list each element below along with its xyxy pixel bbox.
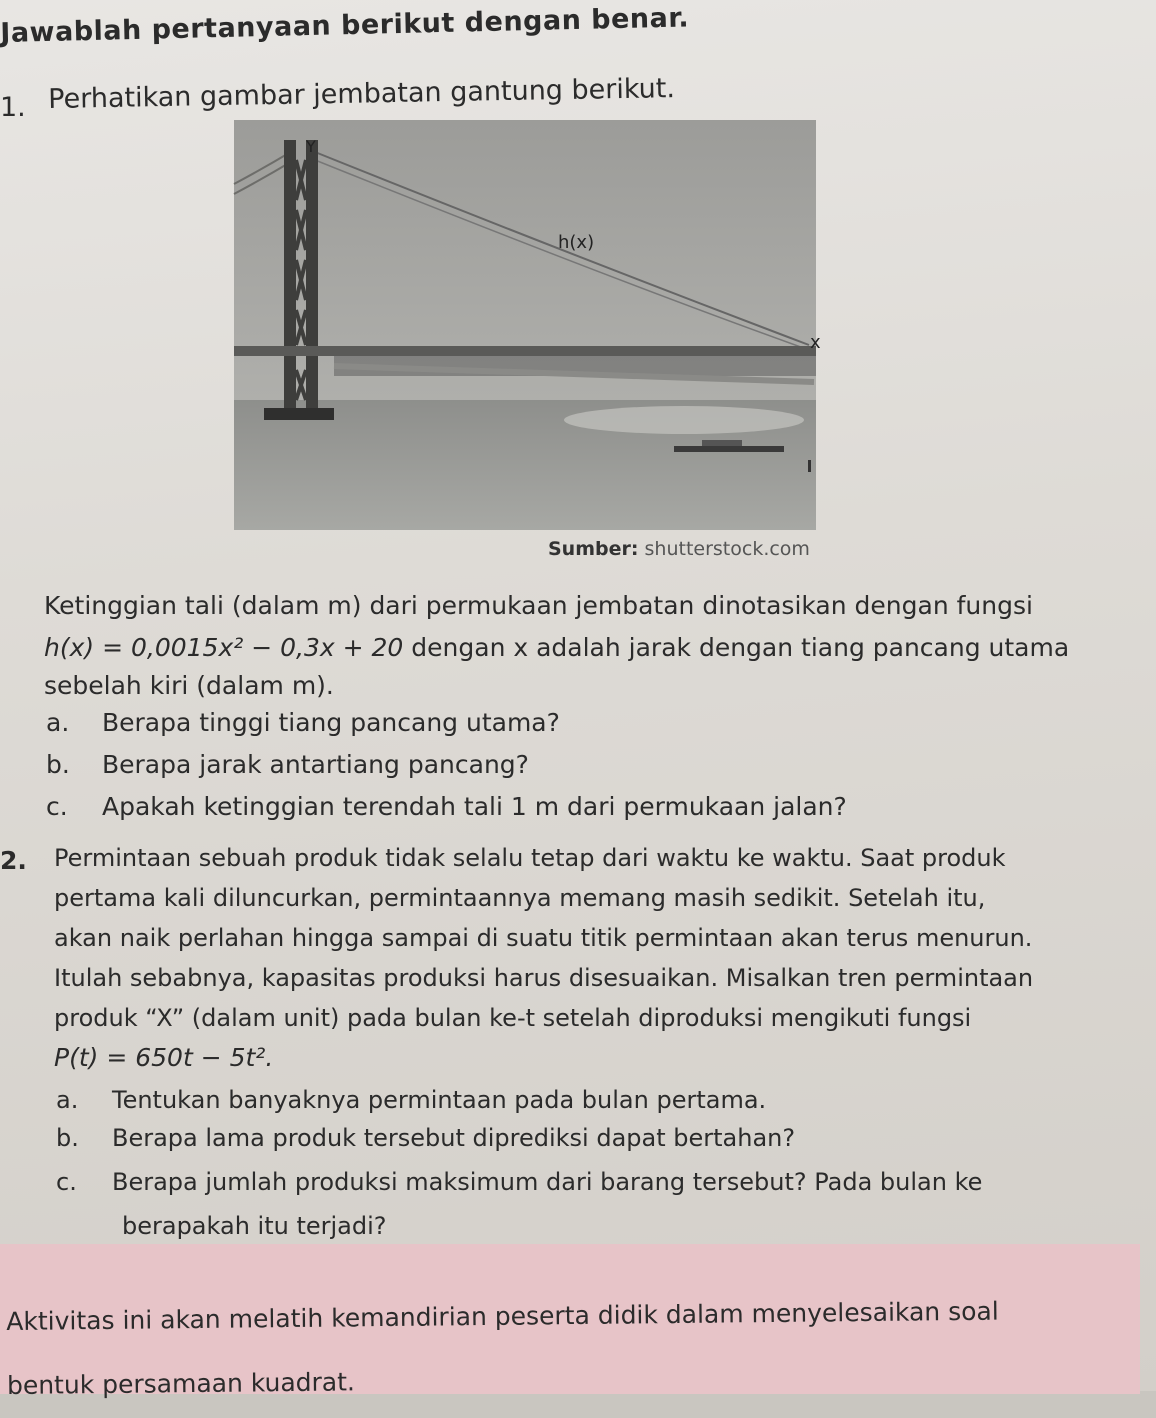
question-1-text-line-2 <box>44 630 1069 666</box>
question-1-item-a: a. Berapa tinggi tiang pancang utama? <box>46 708 560 737</box>
activity-note-line-1: Aktivitas ini akan melatih kemandirian peserta didik dalam menyelesaikan soal <box>6 1296 999 1336</box>
ship-hull <box>674 446 784 452</box>
question-2-line-3: akan naik perlahan hingga sampai di suatu titik permintaan akan terus menurun. <box>54 924 1033 952</box>
bridge-tower <box>284 140 296 418</box>
question-2-number: 2. <box>0 846 27 875</box>
question-2-item-c: c. Berapa jumlah produksi maksimum dari barang tersebut? Pada bulan ke <box>56 1168 983 1196</box>
question-1-number: 1. <box>0 92 26 123</box>
question-2-item-c-continued: berapakah itu terjadi? <box>122 1212 387 1240</box>
question-1-text-line-2-rest: dengan x adalah jarak dengan tiang pancang utama <box>411 633 1070 662</box>
demand-formula: P(t) = 650t − 5t². <box>54 1043 274 1072</box>
bridge-deck <box>234 346 816 356</box>
question-1-text-line-3: sebelah kiri (dalam m). <box>44 671 334 700</box>
axis-y-label: Y <box>306 137 316 156</box>
question-1-item-c: c. Apakah ketinggian terendah tali 1 m dari permukaan jalan? <box>46 792 847 821</box>
activity-note-text <box>6 1278 1137 1418</box>
question-2-line-4: Itulah sebabnya, kapasitas produksi harus disesuaikan. Misalkan tren permintaan <box>54 964 1034 992</box>
image-source <box>548 538 810 560</box>
question-2-item-b: b. Berapa lama produk tersebut diprediksi dapat bertahan? <box>56 1124 796 1152</box>
question-1-item-b: b. Berapa jarak antartiang pancang? <box>46 750 529 779</box>
axis-x-label: x <box>810 332 821 353</box>
suspension-bridge-photo <box>234 120 821 530</box>
activity-note-line-2: bentuk persamaan kuadrat. <box>6 1367 356 1400</box>
question-2-line-2: pertama kali diluncurkan, permintaannya memang masih sedikit. Setelah itu, <box>54 884 986 912</box>
question-2-line-5: produk “X” (dalam unit) pada bulan ke-t setelah diproduksi mengikuti fungsi <box>54 1004 972 1032</box>
question-2-item-a: a. Tentukan banyaknya permintaan pada bulan pertama. <box>56 1086 767 1114</box>
question-1-intro: Perhatikan gambar jembatan gantung berikut. <box>48 73 676 115</box>
question-1-text-line-1: Ketinggian tali (dalam m) dari permukaan jembatan dinotasikan dengan fungsi <box>44 591 1033 620</box>
section-heading: Jawablah pertanyaan berikut dengan benar. <box>0 2 690 49</box>
curve-label: h(x) <box>558 232 595 253</box>
height-formula: h(x) = 0,0015x² − 0,3x + 20 <box>44 633 404 662</box>
bridge-illustration <box>234 120 821 530</box>
question-2-line-1: Permintaan sebuah produk tidak selalu tetap dari waktu ke waktu. Saat produk <box>54 844 1006 872</box>
source-value: shutterstock.com <box>644 538 810 560</box>
source-label: Sumber: <box>548 538 639 560</box>
